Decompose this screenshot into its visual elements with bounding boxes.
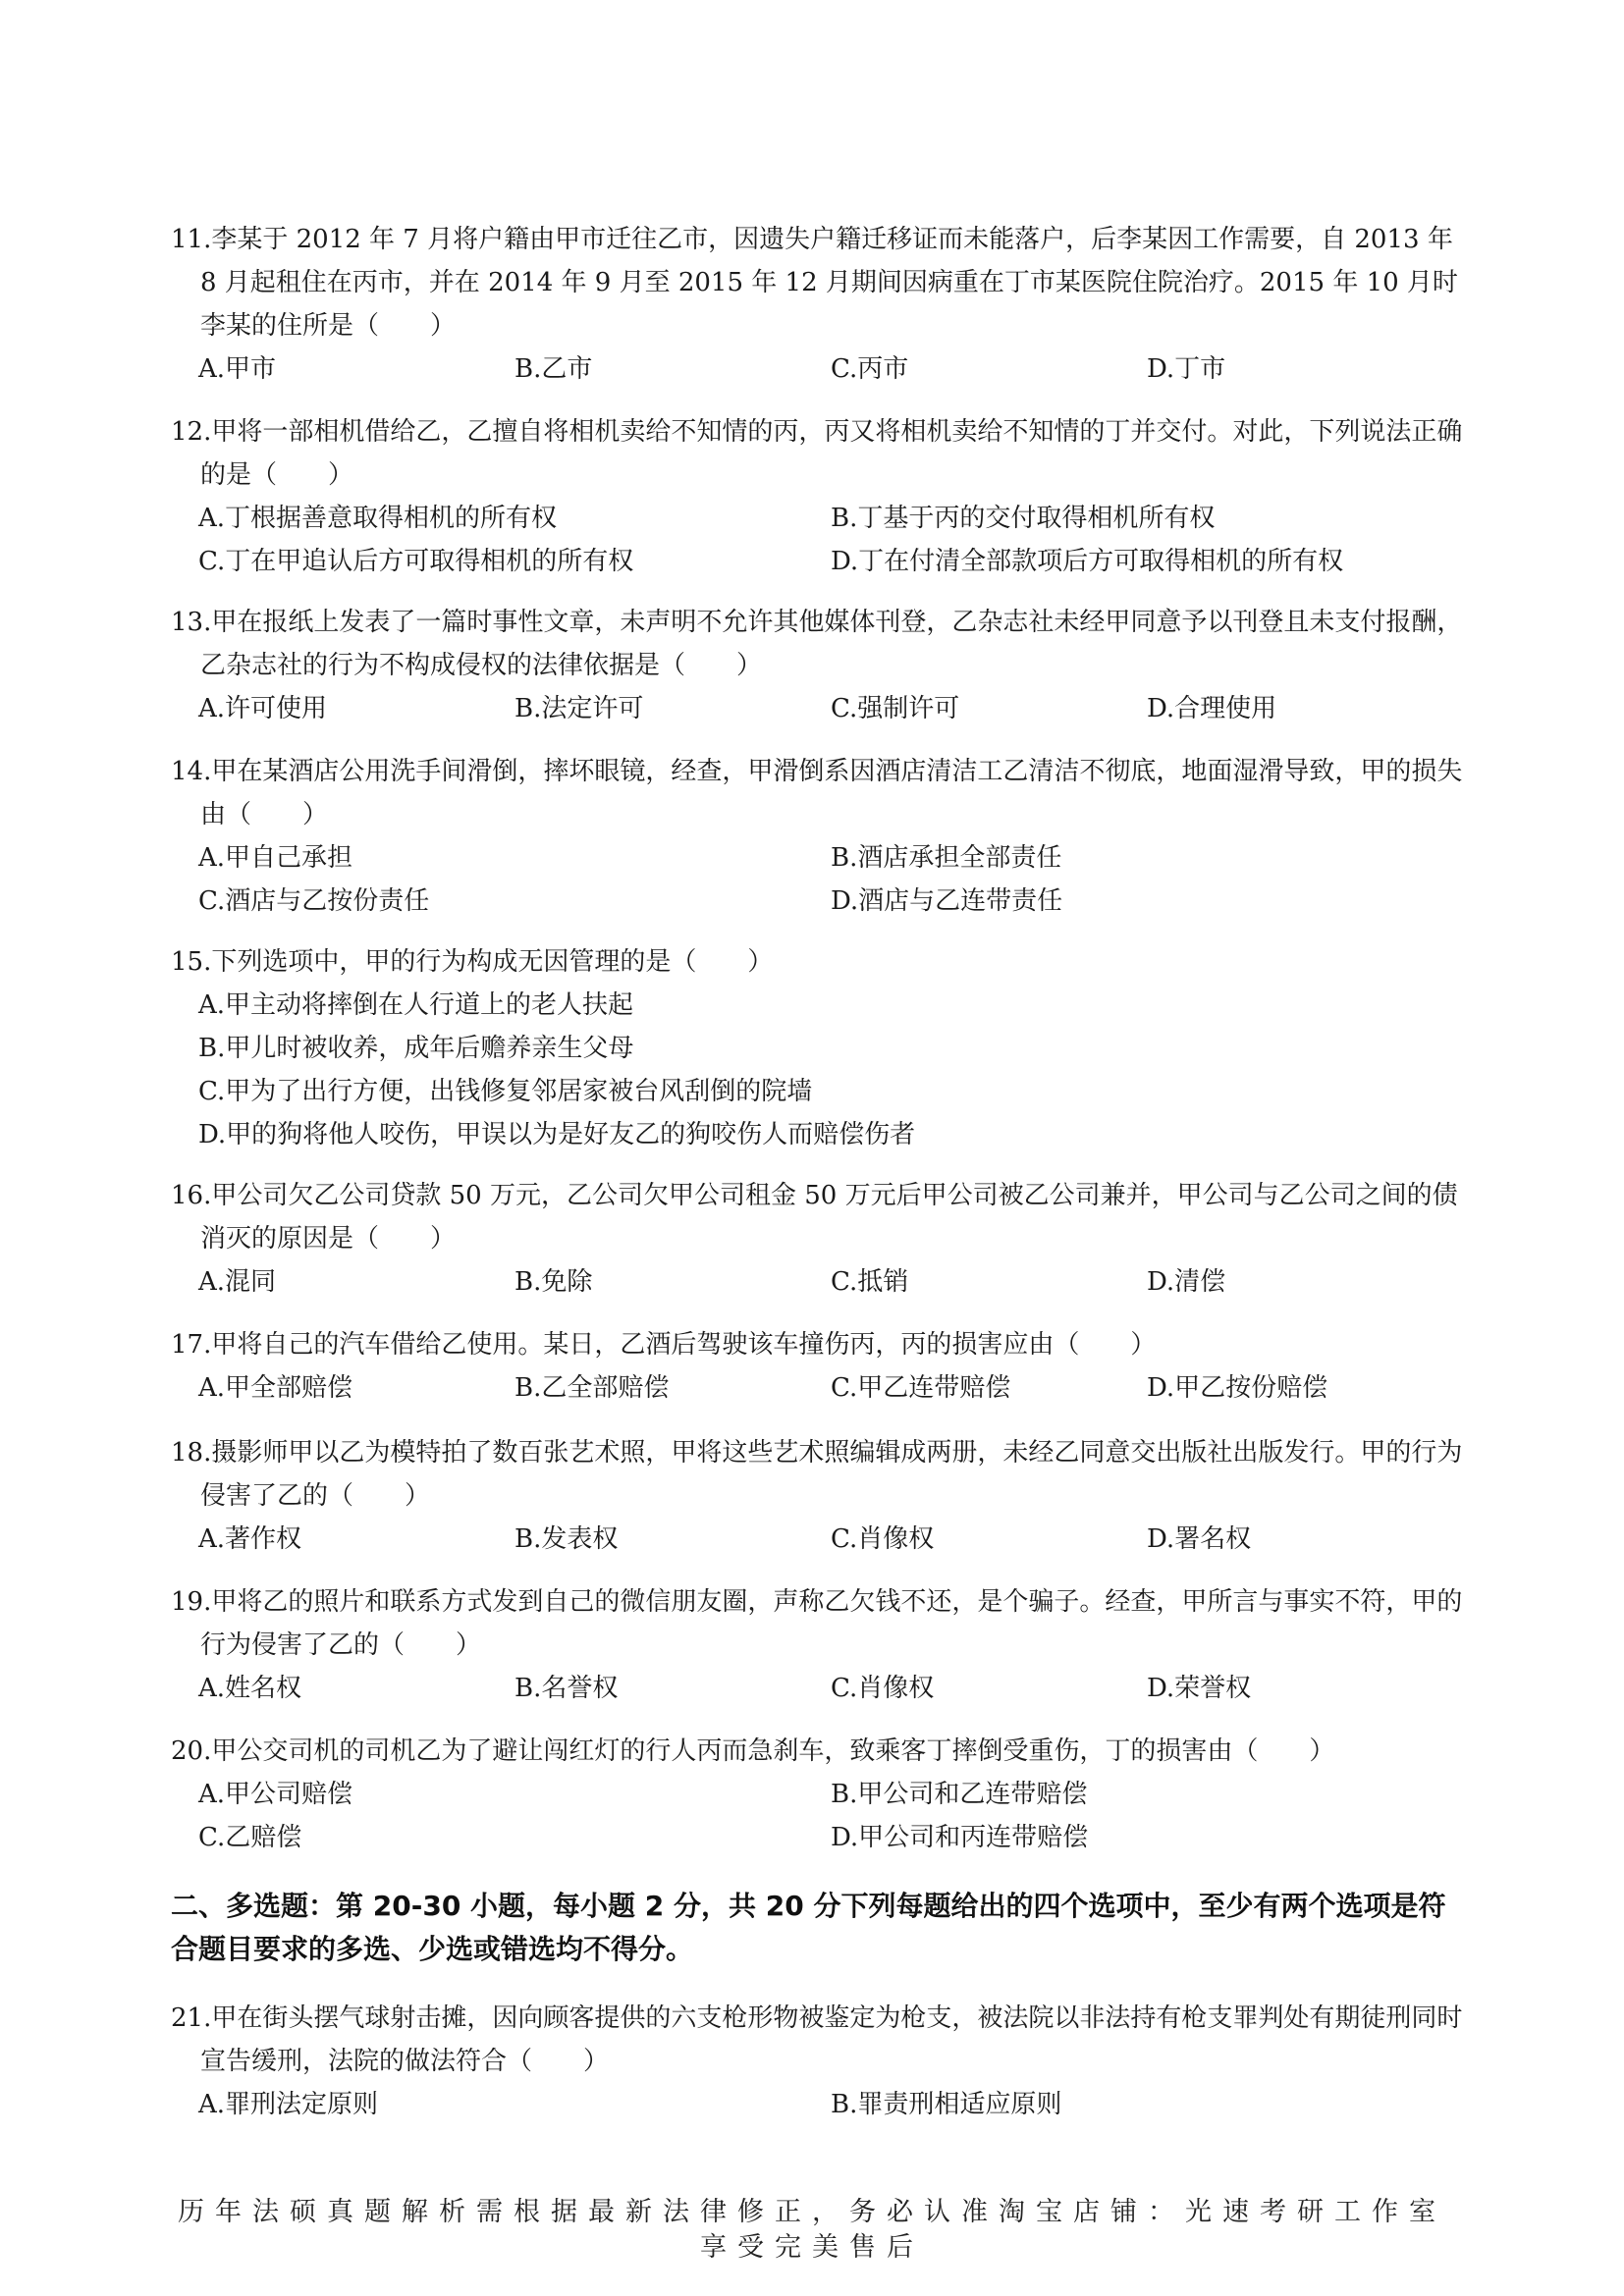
option-d: D.酒店与乙连带责任 [831,886,1063,916]
question-20 [171,1730,1463,1859]
option-b: B.乙市 [514,354,593,384]
option-c: C.甲为了出行方便，出钱修复邻居家被台风刮倒的院墙 [198,1077,813,1106]
option-b: B.罪责刑相适应原则 [831,2090,1062,2119]
option-d: D.署名权 [1147,1524,1252,1554]
question-21 [171,1997,1463,2126]
option-b: B.丁基于丙的交付取得相机所有权 [831,504,1216,533]
option-a: A.甲公司赔偿 [198,1780,353,1809]
option-b: B.乙全部赔偿 [514,1373,670,1403]
option-d: D.甲乙按份赔偿 [1147,1373,1328,1403]
options-row [171,1518,1463,1561]
option-c: C.丁在甲追认后方可取得相机的所有权 [198,547,634,576]
options-row [171,1667,1463,1710]
option-c: C.酒店与乙按份责任 [198,886,430,916]
option-a: A.著作权 [198,1524,302,1554]
question-16 [171,1174,1463,1304]
footer-line-2: 享受完美售后 [700,2232,924,2263]
option-d: D.甲的狗将他人咬伤，甲误以为是好友乙的狗咬伤人而赔偿伤者 [198,1120,916,1149]
option-d: D.荣誉权 [1147,1674,1252,1703]
options-list [171,984,1463,1156]
option-a: A.许可使用 [198,694,328,723]
question-stem: 14.甲在某酒店公用洗手间滑倒，摔坏眼镜，经查，甲滑倒系因酒店清洁工乙清洁不彻底，地面湿滑导致，甲的损失由（ ） [171,757,1463,829]
option-b: B.酒店承担全部责任 [831,843,1062,873]
option-d: D.合理使用 [1147,694,1277,723]
section-heading-multiple-choice: 二、多选题：第 20-30 小题，每小题 2 分，共 20 分下列每题给出的四个选项中，至少有两个选项是符合题目要求的多选、少选或错选均不得分。 [171,1890,1446,1965]
question-18 [171,1431,1463,1561]
option-a: A.甲主动将摔倒在人行道上的老人扶起 [198,990,634,1020]
footer-line-1: 历年法硕真题解析需根据最新法律修正，务必认准淘宝店铺：光速考研工作室 [178,2197,1446,2227]
option-d: D.丁市 [1147,354,1226,384]
options-row [171,687,1463,730]
options-grid [171,836,1463,923]
question-stem: 19.甲将乙的照片和联系方式发到自己的微信朋友圈，声称乙欠钱不还，是个骗子。经查，甲所言与事实不符，甲的行为侵害了乙的（ ） [171,1587,1463,1660]
option-c: C.肖像权 [831,1524,935,1554]
option-c: C.甲乙连带赔偿 [831,1373,1011,1403]
options-row [171,1260,1463,1304]
question-12 [171,410,1463,583]
page-footer [118,2195,1506,2266]
option-a: A.混同 [198,1267,277,1297]
question-13 [171,601,1463,730]
question-stem: 12.甲将一部相机借给乙，乙擅自将相机卖给不知情的丙，丙又将相机卖给不知情的丁并交付。对此，下列说法正确的是（ ） [171,417,1463,490]
question-stem: 20.甲公交司机的司机乙为了避让闯红灯的行人丙而急刹车，致乘客丁摔倒受重伤，丁的损害由（ ） [171,1736,1335,1766]
option-c: C.强制许可 [831,694,960,723]
question-stem: 18.摄影师甲以乙为模特拍了数百张艺术照，甲将这些艺术照编辑成两册，未经乙同意交出版社出版发行。甲的行为侵害了乙的（ ） [171,1438,1463,1511]
options-row [171,347,1463,391]
option-a: A.甲全部赔偿 [198,1373,353,1403]
option-b: B.甲公司和乙连带赔偿 [831,1780,1088,1809]
option-b: B.法定许可 [514,694,644,723]
option-a: A.罪刑法定原则 [198,2090,379,2119]
question-15 [171,940,1463,1156]
option-b: B.甲儿时被收养，成年后赡养亲生父母 [198,1034,634,1063]
option-b: B.免除 [514,1267,593,1297]
question-11 [171,218,1463,391]
question-stem: 15.下列选项中，甲的行为构成无因管理的是（ ） [171,947,774,977]
options-grid [171,1773,1463,1859]
option-a: A.丁根据善意取得相机的所有权 [198,504,558,533]
option-b: B.名誉权 [514,1674,619,1703]
question-14 [171,750,1463,923]
question-stem: 11.李某于 2012 年 7 月将户籍由甲市迁往乙市，因遗失户籍迁移证而未能落户，后李某因工作需要，自 2013 年 8 月起租住在丙市，并在 2014 年 9 月至 2015 年 12 月期间因病重在丁市某医院住院治疗。2015 年 10 月时李某的住所是（ ） [171,225,1458,341]
option-c: C.乙赔偿 [198,1823,302,1852]
question-19 [171,1580,1463,1710]
option-d: D.清偿 [1147,1267,1226,1297]
option-d: D.丁在付清全部款项后方可取得相机的所有权 [831,547,1344,576]
option-c: C.抵销 [831,1267,909,1297]
option-a: A.甲自己承担 [198,843,353,873]
question-17 [171,1323,1463,1410]
option-c: C.丙市 [831,354,909,384]
options-grid [171,2083,1463,2126]
option-a: A.甲市 [198,354,277,384]
question-stem: 21.甲在街头摆气球射击摊，因向顾客提供的六支枪形物被鉴定为枪支，被法院以非法持有枪支罪判处有期徒刑同时宣告缓刑，法院的做法符合（ ） [171,2003,1463,2076]
option-a: A.姓名权 [198,1674,302,1703]
question-stem: 16.甲公司欠乙公司贷款 50 万元，乙公司欠甲公司租金 50 万元后甲公司被乙公司兼并，甲公司与乙公司之间的债消灭的原因是（ ） [171,1181,1458,1254]
option-d: D.甲公司和丙连带赔偿 [831,1823,1089,1852]
options-row [171,1366,1463,1410]
question-stem: 13.甲在报纸上发表了一篇时事性文章，未声明不允许其他媒体刊登，乙杂志社未经甲同意予以刊登且未支付报酬，乙杂志社的行为不构成侵权的法律依据是（ ） [171,608,1463,680]
option-c: C.肖像权 [831,1674,935,1703]
question-stem: 17.甲将自己的汽车借给乙使用。某日，乙酒后驾驶该车撞伤丙，丙的损害应由（ ） [171,1330,1157,1360]
options-grid [171,497,1463,583]
option-b: B.发表权 [514,1524,619,1554]
